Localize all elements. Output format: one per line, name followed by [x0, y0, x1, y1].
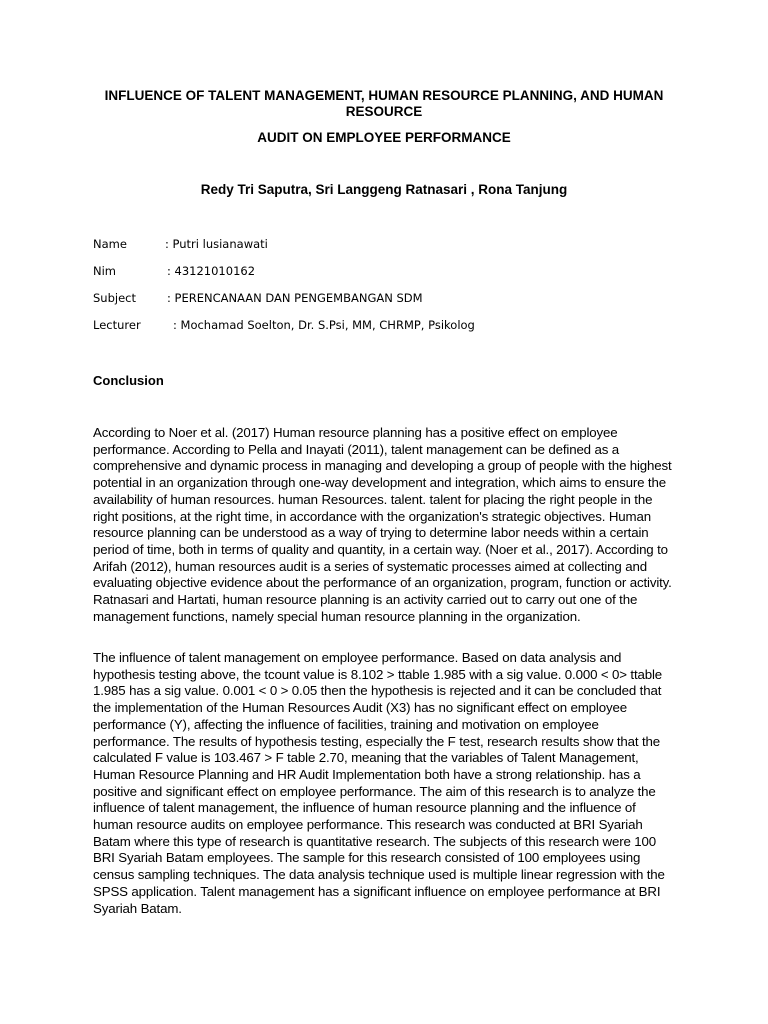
info-value-lecturer: : Mochamad Soelton, Dr. S.Psi, MM, CHRMP, Psikolog	[173, 318, 475, 332]
info-label-nim: Nim	[93, 264, 116, 278]
info-label-lecturer: Lecturer	[93, 318, 141, 332]
info-row-subject	[93, 291, 423, 305]
info-row-nim	[93, 264, 255, 278]
paper-title: INFLUENCE OF TALENT MANAGEMENT, HUMAN RESOURCE PLANNING, AND HUMAN RESOURCE	[104, 88, 664, 119]
conclusion-paragraph-1: According to Noer et al. (2017) Human resource planning has a positive effect on employee performance. According to Pella and Inayati (2011), talent management can be defined as a comprehensive and dynamic process in managing and developing a group of people with the highest potential in an organization through one-way development and integration, which aims to ensure the availability of human resources. human Resources. talent. talent for placing the right people in the right positions, at the right time, in accordance with the organization's strategic objectives. Human resource planning can be understood as a way of trying to determine labor needs within a certain period of time, both in terms of quality and quantity, in a certain way. (Noer et al., 2017). According to Arifah (2012), human resources audit is a series of systematic processes aimed at collecting and evaluating objective evidence about the performance of an organization, program, function or activity. Ratnasari and Hartati, human resource planning is an activity carried out to carry out one of the management functions, namely special human resource planning in the organization.	[93, 425, 672, 624]
conclusion-paragraph-2: The influence of talent management on employee performance. Based on data analysis and hypothesis testing above, the tcount value is 8.102 > ttable 1.985 with a sig value. 0.000 < 0> ttable 1.985 has a sig value. 0.001 < 0 > 0.05 then the hypothesis is rejected and it can be concluded that the implementation of the Human Resources Audit (X3) has no significant effect on employee performance (Y), affecting the influence of facilities, training and motivation on employee performance. The results of hypothesis testing, especially the F test, research results show that the calculated F value is 103.467 > F table 2.70, meaning that the variables of Talent Management, Human Resource Planning and HR Audit Implementation both have a strong relationship. has a positive and significant effect on employee performance. The aim of this research is to analyze the influence of talent management, the influence of human resource planning and the influence of human resource audits on employee performance. This research was conducted at BRI Syariah Batam where this type of research is quantitative research. The subjects of this research were 100 BRI Syariah Batam employees. The sample for this research consisted of 100 employees using census sampling techniques. The data analysis technique used is multiple linear regression with the SPSS application. Talent management has a significant influence on employee performance at BRI Syariah Batam.	[93, 650, 665, 916]
info-row-name	[93, 237, 268, 251]
info-row-lecturer	[93, 318, 475, 332]
paper-title-continued: AUDIT ON EMPLOYEE PERFORMANCE	[257, 130, 511, 145]
info-label-name: Name	[93, 237, 127, 251]
info-value-nim: : 43121010162	[167, 264, 256, 278]
author-list: Redy Tri Saputra, Sri Langgeng Ratnasari , Rona Tanjung	[200, 182, 568, 197]
info-value-name: : Putri lusianawati	[165, 237, 268, 251]
info-label-subject: Subject	[93, 291, 136, 305]
info-value-subject: : PERENCANAAN DAN PENGEMBANGAN SDM	[167, 291, 423, 305]
section-heading-conclusion: Conclusion	[93, 373, 164, 388]
